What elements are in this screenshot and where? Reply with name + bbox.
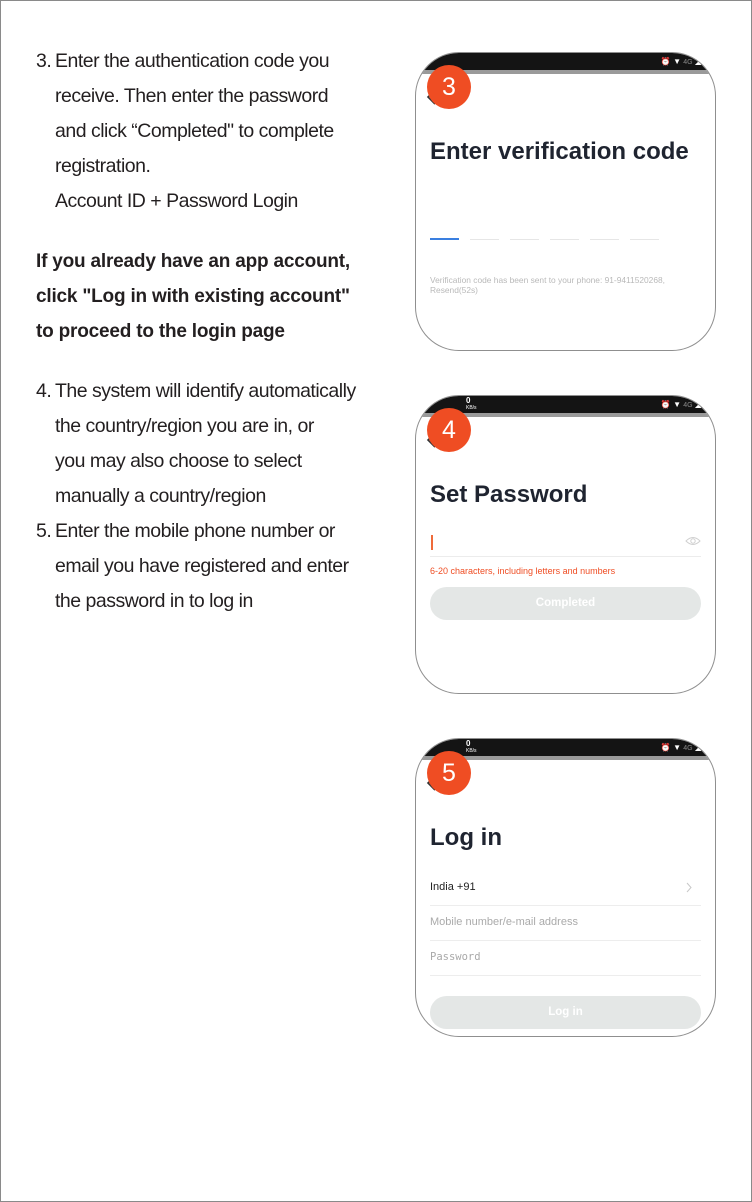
step-line: The system will identify automatically: [55, 380, 356, 402]
network-label: 4G: [683, 59, 693, 66]
wifi-icon: ▼: [673, 57, 682, 66]
step-line: the country/region you are in, or: [55, 415, 314, 437]
alarm-icon: ⏰: [660, 400, 671, 409]
chevron-right-icon: [685, 882, 693, 893]
step-line: receive. Then enter the password: [55, 85, 329, 107]
step-line: and click “Completed" to complete: [55, 120, 334, 142]
step-line: Enter the authentication code you: [55, 50, 330, 72]
code-slot[interactable]: [550, 239, 579, 240]
network-label: 4G: [683, 745, 693, 752]
step-line: registration.: [55, 155, 151, 177]
password-hint: 6-20 characters, including letters and numbers: [430, 566, 616, 576]
code-slot[interactable]: [470, 239, 499, 240]
code-slot[interactable]: [430, 238, 459, 240]
country-label: India +91: [430, 881, 476, 893]
eye-icon[interactable]: [685, 535, 701, 547]
existing-account-note: [36, 244, 396, 349]
code-slot[interactable]: [590, 239, 619, 240]
signal-icon: ◢: [694, 57, 701, 66]
note-line: to proceed to the login page: [36, 321, 285, 342]
country-selector[interactable]: [430, 870, 701, 906]
note-line: If you already have an app account,: [36, 251, 350, 272]
speed-unit: KB/s: [466, 748, 477, 754]
signal-icon: ◢: [694, 743, 701, 752]
login-screen: [415, 738, 716, 1037]
step-line: email you have registered and enter: [55, 555, 349, 577]
verification-hint: Verification code has been sent to your phone: 91-9411520268, Resend(52s): [430, 275, 665, 295]
status-bar: [416, 739, 715, 756]
network-label: 4G: [683, 402, 693, 409]
step-line: the password in to log in: [55, 590, 253, 612]
speed-value: 0: [466, 396, 471, 405]
step-5: [36, 514, 396, 619]
speed-unit: KB/s: [466, 405, 477, 411]
step-line: Account ID + Password Login: [55, 190, 298, 212]
note-line: click "Log in with existing account": [36, 286, 350, 307]
step-line: manually a country/region: [55, 485, 266, 507]
code-slot[interactable]: [630, 239, 659, 240]
step-badge: 4: [427, 408, 471, 452]
verification-screen: [415, 52, 716, 351]
speed-indicator: [466, 397, 477, 411]
status-icons: [661, 56, 701, 68]
step-number: 5.: [36, 520, 52, 542]
screen-title: Enter verification code: [430, 138, 689, 165]
login-button[interactable]: Log in: [430, 996, 701, 1029]
completed-button[interactable]: Completed: [430, 587, 701, 620]
text-caret: [431, 535, 433, 550]
step-badge: 3: [427, 65, 471, 109]
wifi-icon: ▼: [673, 400, 682, 409]
step-line: Enter the mobile phone number or: [55, 520, 335, 542]
alarm-icon: ⏰: [660, 743, 671, 752]
status-icons: [661, 742, 701, 754]
status-bar: [416, 396, 715, 413]
speed-indicator: [466, 740, 477, 754]
wifi-icon: ▼: [673, 743, 682, 752]
step-line: you may also choose to select: [55, 450, 302, 472]
step-number: 3.: [36, 50, 52, 72]
step-badge: 5: [427, 751, 471, 795]
alarm-icon: ⏰: [660, 57, 671, 66]
password-input[interactable]: Password: [430, 940, 701, 976]
password-field[interactable]: [430, 529, 701, 557]
code-slot[interactable]: [510, 239, 539, 240]
step-4: [36, 374, 396, 514]
screen-title: Set Password: [430, 481, 588, 508]
instructions: [36, 44, 396, 619]
screen-title: Log in: [430, 824, 502, 851]
speed-value: 0: [466, 739, 471, 748]
status-icons: [661, 399, 701, 411]
step-number: 4.: [36, 380, 52, 402]
signal-icon: ◢: [694, 400, 701, 409]
status-bar: [416, 53, 715, 70]
step-3: [36, 44, 396, 219]
account-input[interactable]: Mobile number/e-mail address: [430, 905, 701, 941]
set-password-screen: [415, 395, 716, 694]
